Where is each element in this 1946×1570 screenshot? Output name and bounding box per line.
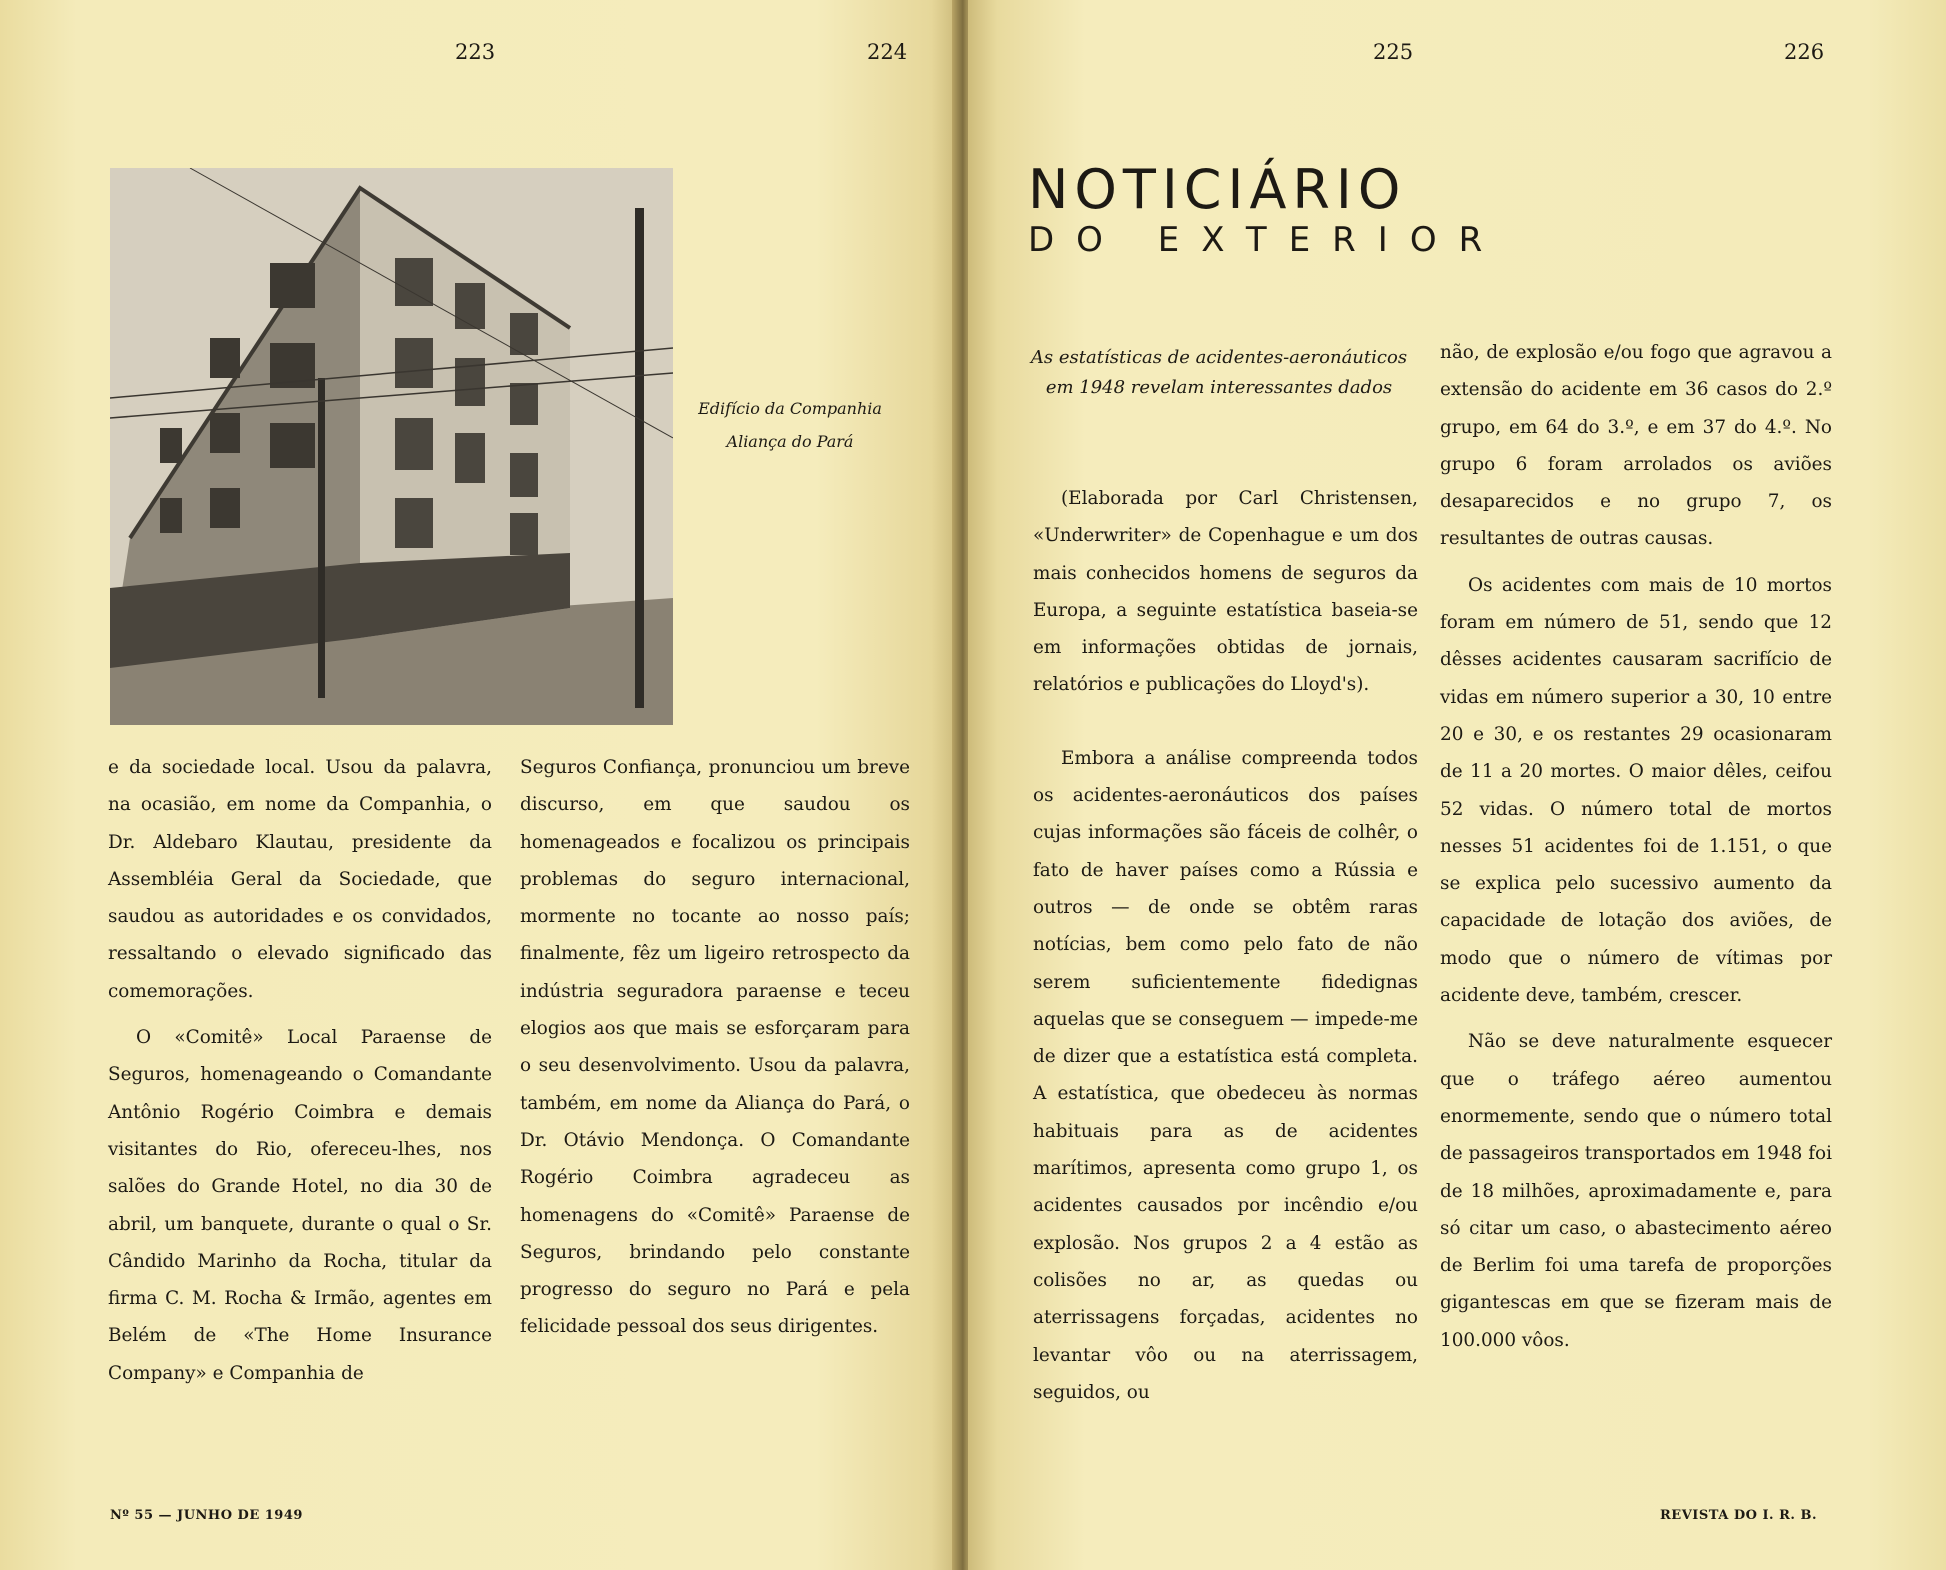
article-subhead: As estatísticas de acidentes-aeronáuticos em 1948 revelam interessantes dados [1030,347,1408,398]
paragraph: Seguros Confiança, pronunciou um breve discurso, em que saudou os homenageados e focalizou os principais problemas do seguro internacional, mormente no tocante ao nosso país; finalmente, fêz um ligeiro retrospecto da indústria seguradora paraense e teceu elogios aos que mais se esforçaram para o seu desenvolvimento. Usou da palavra, também, em nome da Aliança do Pará, o Dr. Otávio Mendonça. O Comandante Rogério Coimbra agradeceu as homenagens do «Comitê» Paraense de Seguros, brindando pelo constante progresso do seguro no Pará e pela felicidade pessoal dos seus dirigentes. [520,757,910,1338]
left-page [0,0,960,1570]
page-number-225: 225 [1373,40,1414,64]
building-photo [110,168,673,725]
page-number-224: 224 [867,40,908,64]
headline-line-2: DO EXTERIOR [1028,220,1505,260]
paragraph: Não se deve naturalmente esquecer que o tráfego aéreo aumentou enormemente, sendo que o número total de passageiros transportados em 1948 foi de 18 milhões, aproximadamente e, para só citar um caso, o abastecimento aéreo de Berlim foi uma tarefa de proporções gigantescas em que se fizeram mais de 100.000 vôos. [1440,1031,1832,1351]
paragraph: e da sociedade local. Usou da palavra, na ocasião, em nome da Companhia, o Dr. Aldebaro Klautau, presidente da Assembléia Geral da Sociedade, que saudou as autoridades e os convidados, ressaltando o elevado significado das comemorações. [108,757,492,1002]
paragraph: (Elaborada por Carl Christensen, «Underwriter» de Copenhague e um dos mais conhecidos homens de seguros da Europa, a seguinte estatística baseia-se em informações obtidas de jornais, relatórios e publicações do Lloyd's). [1033,488,1418,696]
page-footer: Nº 55 — JUNHO DE 1949 [110,1508,303,1523]
photo-caption: Edifício da Companhia Aliança do Pará [698,399,882,451]
left-column-1 [108,749,492,1392]
page-footer: REVISTA DO I. R. B. [1660,1508,1817,1523]
paragraph: O «Comitê» Local Paraense de Seguros, homenageando o Comandante Antônio Rogério Coimbra e demais visitantes do Rio, ofereceu-lhes, nos salões do Grande Hotel, no dia 30 de abril, um banquete, durante o qual o Sr. Cândido Marinho da Rocha, titular da firma C. M. Rocha & Irmão, agentes em Belém de «The Home Insurance Company» e Companhia de [108,1027,492,1384]
right-column-1 [1033,480,1418,1411]
left-column-2 [520,749,910,1346]
page-number-223: 223 [455,40,496,64]
headline-line-1: NOTICIÁRIO [1028,158,1407,221]
page-number-226: 226 [1784,40,1825,64]
paragraph: não, de explosão e/ou fogo que agravou a extensão do acidente em 36 casos do 2.º grupo, em 64 do 3.º, e em 37 do 4.º. No grupo 6 foram arrolados os aviões desaparecidos e no grupo 7, os resultantes de outras causas. [1440,342,1832,550]
paragraph: Embora a análise compreenda todos os acidentes-aeronáuticos dos países cujas informações são fáceis de colhêr, o fato de haver países como a Rússia e outros — de onde se obtêm raras notícias, bem como pelo fato de não serem suficientemente fidedignas aquelas que se conseguem — impede-me de dizer que a estatística está completa. A estatística, que obedeceu às normas habituais para as de acidentes marítimos, apresenta como grupo 1, os acidentes causados por incêndio e/ou explosão. Nos grupos 2 a 4 estão as colisões no ar, as quedas ou aterrissagens forçadas, acidentes no levantar vôo ou na aterrissagem, seguidos, ou [1033,747,1418,1403]
section-headline [1028,158,1505,260]
right-column-2 [1440,334,1832,1359]
paragraph: Os acidentes com mais de 10 mortos foram em número de 51, sendo que 12 dêsses acidentes causaram sacrifício de vidas em número superior a 30, 10 entre 20 e 30, e os restantes 29 ocasionaram de 11 a 20 mortes. O maior dêles, ceifou 52 vidas. O número total de mortos nesses 51 acidentes foi de 1.151, o que se explica pelo sucessivo aumento da capacidade de lotação dos aviões, de modo que o número de vítimas por acidente deve, também, crescer. [1440,574,1832,1007]
